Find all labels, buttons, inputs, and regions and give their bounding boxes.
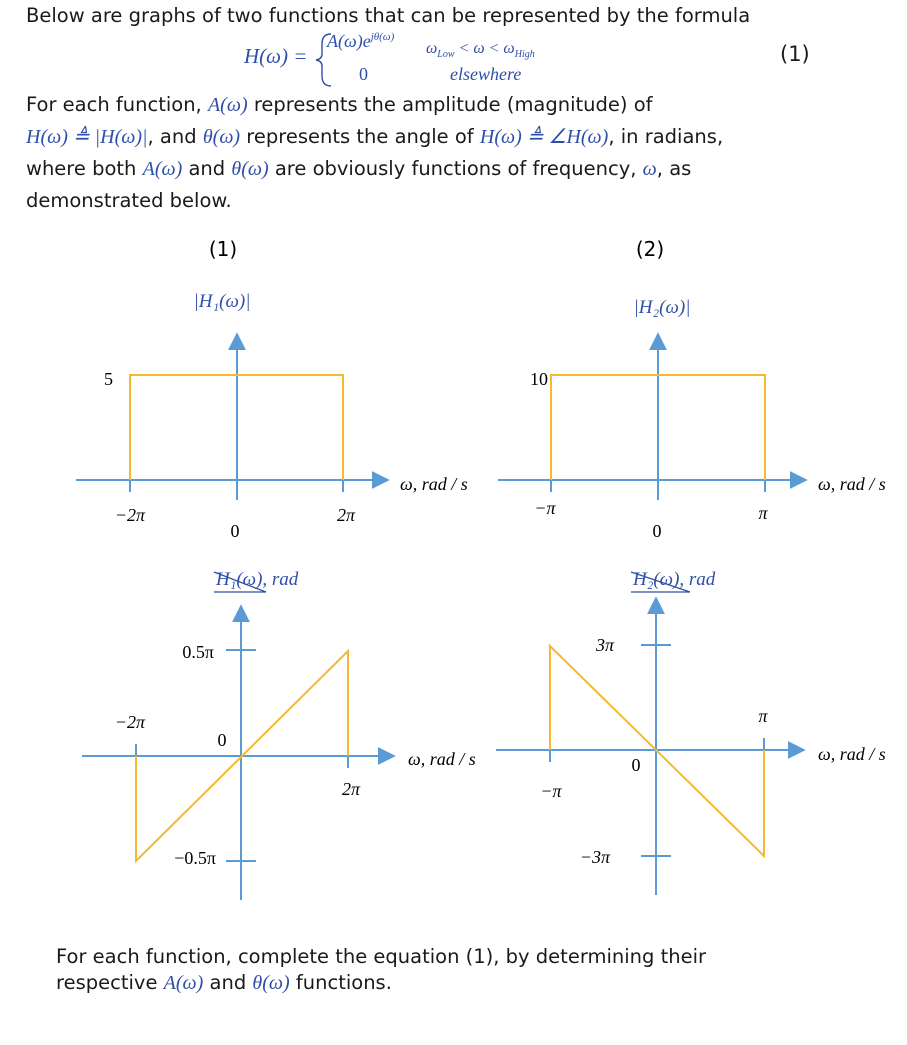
- y-tick-label: −3π: [579, 847, 610, 867]
- caption-text: and: [209, 971, 247, 994]
- column-label-1: (1): [208, 237, 238, 261]
- math-amplitude: A(ω): [207, 94, 248, 116]
- chart-title: H₂(ω), rad: [633, 569, 716, 590]
- math-angle-def: H(ω) ≜ ∠H(ω): [479, 126, 609, 148]
- x-tick-label: 2π: [341, 779, 361, 799]
- para-text: demonstrated below.: [26, 189, 232, 212]
- chart-title: H₁(ω), rad: [216, 569, 299, 590]
- x-tick-label: 0: [217, 730, 227, 750]
- x-tick-label: −2π: [114, 505, 146, 525]
- equation-number: (1): [780, 42, 810, 66]
- para-text: , and: [147, 125, 197, 148]
- x-tick-label: 0: [631, 755, 641, 775]
- x-tick-label: π: [758, 503, 768, 523]
- intro-text: Below are graphs of two functions that can be represented by the formula: [26, 4, 751, 27]
- math-angle: θ(ω): [231, 158, 269, 180]
- column-label-2: (2): [635, 237, 665, 261]
- chart-mag-2: [498, 297, 886, 541]
- para-text: , in radians,: [608, 125, 724, 148]
- caption-text: For each function, complete the equation (1), by determining their: [56, 945, 707, 968]
- para-text: For each function,: [26, 93, 202, 116]
- math-angle: θ(ω): [252, 972, 290, 994]
- equation-case2-cond: elsewhere: [450, 64, 522, 84]
- caption-text: respective: [56, 971, 158, 994]
- x-tick-label: 0: [652, 521, 662, 541]
- x-axis-label: ω, rad / s: [408, 749, 476, 769]
- chart-title: |H₁(ω)|: [193, 291, 251, 312]
- math-amplitude: A(ω): [163, 972, 204, 994]
- x-tick-label: 0: [230, 521, 240, 541]
- chart-phase-2: [496, 569, 886, 895]
- equation-case1-expr: $A(\omega)e^{j\theta(\omega)}$: [327, 31, 395, 51]
- caption-text: functions.: [295, 971, 392, 994]
- x-tick-label: −π: [540, 781, 562, 801]
- chart-mag-1: [76, 291, 468, 541]
- y-tick-label: 0.5π: [182, 642, 214, 662]
- math-amplitude: A(ω): [142, 158, 183, 180]
- x-tick-label: −2π: [114, 712, 146, 732]
- y-tick-label: −0.5π: [174, 848, 216, 868]
- x-axis-label: ω, rad / s: [818, 744, 886, 764]
- x-tick-label: 2π: [336, 505, 356, 525]
- instructions-text: [56, 944, 876, 996]
- math-angle: θ(ω): [202, 126, 241, 148]
- x-axis-label: ω, rad / s: [818, 474, 886, 494]
- y-tick-label: 3π: [595, 635, 614, 655]
- para-text: represents the angle of: [246, 125, 474, 148]
- chart-title: |H₂(ω)|: [633, 297, 691, 318]
- math-magnitude-def: H(ω) ≜ |H(ω)|: [26, 126, 148, 148]
- y-tick-label: 10: [530, 369, 548, 389]
- x-axis-label: ω, rad / s: [400, 474, 468, 494]
- para-text: , as: [656, 157, 692, 180]
- chart-phase-1: [82, 569, 476, 900]
- y-tick-label: 5: [104, 369, 113, 389]
- para-text: where both: [26, 157, 137, 180]
- equation-case2-expr: 0: [359, 64, 368, 84]
- para-text: represents the amplitude (magnitude) of: [253, 93, 653, 116]
- equation-lhs: H(ω) =: [244, 44, 308, 68]
- math-omega: ω: [642, 158, 657, 180]
- para-text: are obviously functions of frequency,: [274, 157, 637, 180]
- x-tick-label: −π: [534, 498, 556, 518]
- x-tick-label: π: [758, 706, 768, 726]
- para-text: and: [188, 157, 226, 180]
- equation-case1-cond: $\omega_{Low} < \omega < \omega_{High}$: [426, 40, 535, 61]
